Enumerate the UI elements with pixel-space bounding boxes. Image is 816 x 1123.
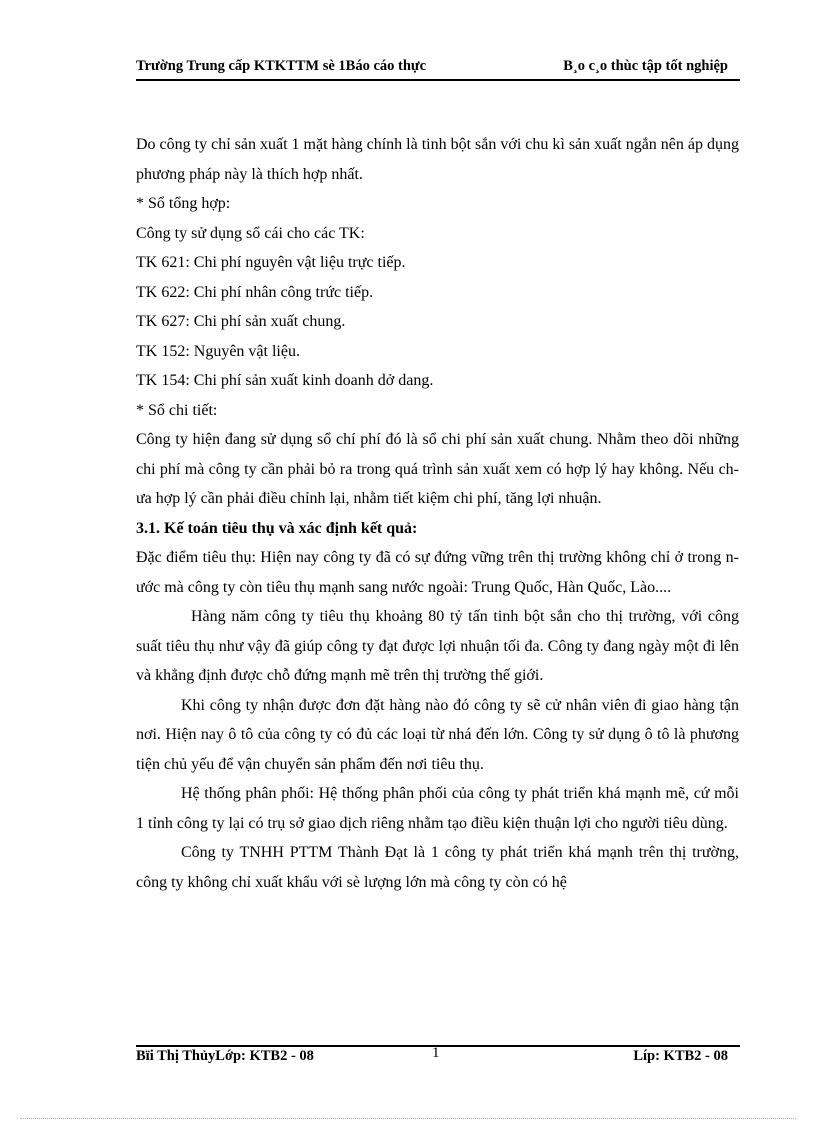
- list-item: TK 154: Chi phí sản xuất kinh doanh dở dang.: [136, 372, 434, 389]
- header-rule: [136, 79, 740, 81]
- paragraph: * Sổ chi tiết:: [136, 401, 218, 419]
- header-right-text: B¸o c¸o thùc tập tốt nghiệp: [563, 58, 728, 74]
- page-boundary-divider: [20, 1118, 796, 1119]
- paragraph: Đặc điểm tiêu thụ: Hiện nay công ty đã có sự đứng vững trên thị trường không chỉ ở trong nước mà công ty còn tiêu thụ mạnh sang nước ngoài: Trung Quốc, Hàn Quốc, Lào....: [136, 549, 739, 596]
- paragraph: * Sổ tổng hợp:: [136, 195, 231, 212]
- paragraph: Do công ty chỉ sản xuất 1 mặt hàng chính là tinh bột sắn với chu kì sản xuất ngắn nên áp dụng phương pháp này là thích hợp nhất.: [136, 136, 740, 183]
- paragraph: Hàng năm công ty tiêu thụ khoảng 80 tỷ tấn tinh bột sắn cho thị trường, với công suất tiêu thụ như vậy đã giúp công ty đạt được lợi nhuận tối đa. Công ty đang ngày một đi lên và khẳng định được chỗ đứng mạnh mẽ trên thị trường thế giới.: [136, 608, 739, 684]
- section-heading: 3.1. Kế toán tiêu thụ và xác định kết quả:: [136, 519, 418, 537]
- page-number: 1: [432, 1045, 440, 1061]
- header-left-text: Trường Trung cấp KTKTTM sè 1Báo cáo thực: [136, 58, 427, 74]
- list-item: TK 627: Chi phí sản xuất chung.: [136, 313, 346, 330]
- paragraph: Hệ thống phân phối: Hệ thống phân phối của công ty phát triển khá mạnh mẽ, cứ mỗi 1 tỉnh công ty lại có trụ sở giao dịch riêng nhằm tạo điều kiện thuận lợi cho người tiêu dùng.: [136, 785, 739, 832]
- paragraph: Công ty hiện đang sử dụng sổ chí phí đó là sổ chi phí sản xuất chung. Nhằm theo dõi những chi phí mà công ty cần phải bỏ ra trong quá trình sản xuất xem có hợp lý hay không. Nếu chưa hợp lý cần phải điều chỉnh lại, nhằm tiết kiệm chi phí, tăng lợi nhuận.: [136, 431, 739, 507]
- paragraph: Công ty TNHH PTTM Thành Đạt là 1 công ty phát triển khá mạnh trên thị trường, công ty không chỉ xuất khẩu với sè lượng lớn mà công ty còn có hệ: [136, 844, 739, 891]
- list-item: TK 152: Nguyên vật liệu.: [136, 342, 300, 360]
- page-header: [136, 58, 740, 78]
- page-footer: [136, 1045, 740, 1068]
- paragraph: Khi công ty nhận được đơn đặt hàng nào đó công ty sẽ cử nhân viên đi giao hàng tận nơi. Hiện nay ô tô của công ty có đủ các loại từ nhá đến lớn. Công ty sử dụng ô tô là phương tiện chủ yếu để vận chuyển sản phẩm đến nơi tiêu thụ.: [136, 696, 739, 773]
- footer-right-text: Líp: KTB2 - 08: [633, 1048, 728, 1064]
- document-body: [136, 130, 739, 897]
- footer-left-text: Bïi Thị ThủyLớp: KTB2 - 08: [136, 1048, 314, 1064]
- list-item: TK 622: Chi phí nhân công trức tiếp.: [136, 283, 374, 301]
- list-item: TK 621: Chi phí nguyên vật liệu trực tiếp.: [136, 254, 406, 271]
- paragraph: Công ty sử dụng sổ cái cho các TK:: [136, 224, 365, 242]
